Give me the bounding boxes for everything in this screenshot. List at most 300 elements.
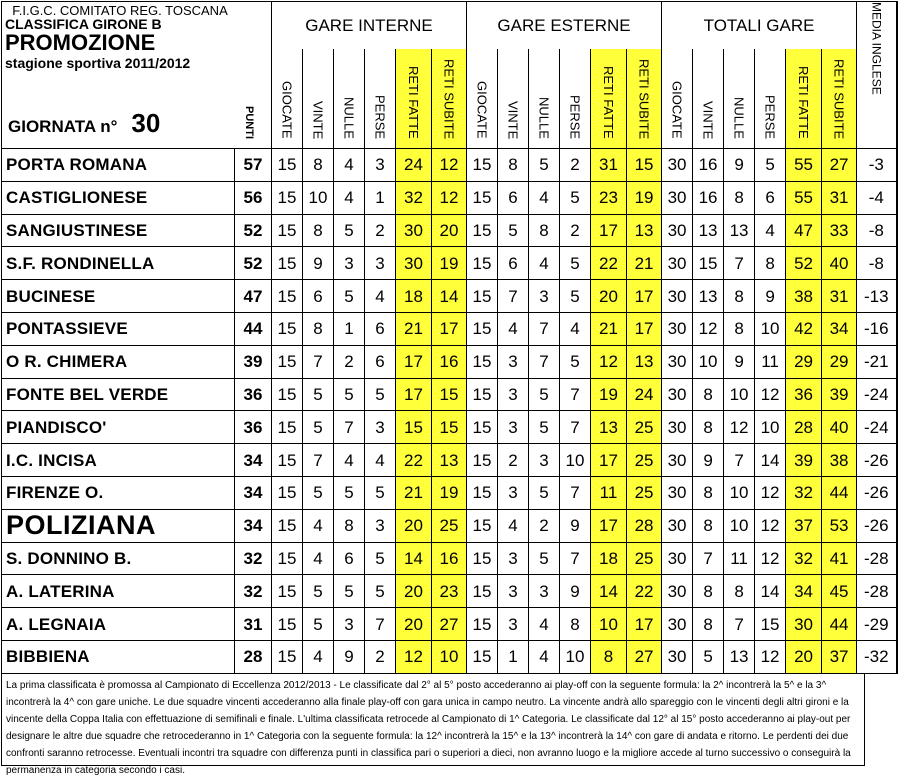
total-stat: 10 — [724, 378, 755, 411]
total-stat: 12 — [724, 411, 755, 444]
away-stat: 18 — [591, 542, 627, 575]
away-stat: 5 — [529, 378, 560, 411]
standings-body — [2, 2, 897, 674]
home-stat: 15 — [272, 575, 303, 608]
away-stat: 25 — [627, 542, 662, 575]
total-stat: 38 — [822, 444, 857, 477]
total-stat: 8 — [755, 247, 786, 280]
rules-note: La prima classificata è promossa al Campionato di Eccellenza 2012/2013 - Le classificate dal 2° al 5° posto accederanno ai play-off con la seguente formula: la 2^ incontrerà la 5^ e la 3^ incontrerà la 4^ con gare uniche. Le due squadre vincenti accederanno alla finale play-off con gara unica in campo neutro. La vincente andrà allo spareggio con le vincenti degli altri gironi e la vincente della Coppa Italia con effettuazione di semifinali e finale. L'ultima classificata retrocede al Campionato di 1^ Categoria. Le classificate dal 12° al 15° posto accederanno ai play-out per designare le altre due squadre che retrocederanno in 1^ Categoria con la seguente formula: la 12^ incontrerà la 15^ e la 13^ incontrerà la 14^ con gare di andata e ritorno. Le perdenti dei due confronti saranno retrocesse. Eventuali incontri tra squadre con differenza punti in classifica pari o superiori a dieci, non avranno luogo e la migliore accede al turno successivo o conseguirà la permanenza in categoria secondo i casi. — [1, 674, 865, 766]
away-stat: 10 — [591, 608, 627, 641]
column-label: PERSE — [372, 94, 388, 139]
team-name: O R. CHIMERA — [2, 345, 235, 378]
away-stat: 15 — [627, 149, 662, 182]
away-col-header — [498, 49, 529, 149]
away-stat: 4 — [560, 312, 591, 345]
away-stat: 6 — [498, 247, 529, 280]
total-stat: 10 — [693, 345, 724, 378]
away-stat: 15 — [467, 640, 498, 673]
total-stat: 12 — [693, 312, 724, 345]
home-stat: 15 — [272, 411, 303, 444]
home-stat: 15 — [432, 378, 467, 411]
total-stat: 32 — [786, 542, 822, 575]
column-label: VINTE — [505, 100, 521, 139]
home-col-header — [272, 49, 303, 149]
team-row — [2, 280, 897, 313]
total-stat: 9 — [693, 444, 724, 477]
total-stat: 8 — [724, 181, 755, 214]
away-stat: 9 — [560, 575, 591, 608]
total-stat: 30 — [662, 608, 693, 641]
away-stat: 6 — [498, 181, 529, 214]
team-name: PORTA ROMANA — [2, 149, 235, 182]
away-stat: 5 — [560, 280, 591, 313]
home-stat: 8 — [303, 312, 334, 345]
total-stat: 30 — [662, 509, 693, 542]
column-label: RETI FATTE — [796, 66, 812, 139]
total-stat: 30 — [662, 640, 693, 673]
total-stat: 34 — [786, 575, 822, 608]
home-stat: 5 — [334, 476, 365, 509]
away-stat: 4 — [498, 509, 529, 542]
home-stat: 20 — [396, 608, 432, 641]
total-stat: 12 — [755, 542, 786, 575]
total-stat: 8 — [724, 575, 755, 608]
away-stat: 5 — [529, 542, 560, 575]
home-stat: 13 — [432, 444, 467, 477]
column-label: RETI SUBITE — [831, 58, 847, 139]
total-stat: 32 — [786, 476, 822, 509]
home-stat: 5 — [303, 378, 334, 411]
away-stat: 17 — [591, 444, 627, 477]
points-header: PUNTI — [243, 106, 255, 139]
home-stat: 21 — [396, 312, 432, 345]
league-title: PROMOZIONE — [5, 30, 156, 55]
total-stat: 15 — [693, 247, 724, 280]
home-stat: 4 — [303, 640, 334, 673]
away-stat: 15 — [467, 280, 498, 313]
total-stat: 40 — [822, 247, 857, 280]
away-stat: 4 — [498, 312, 529, 345]
home-stat: 15 — [272, 280, 303, 313]
home-stat: 21 — [396, 476, 432, 509]
home-stat: 15 — [272, 542, 303, 575]
home-stat: 5 — [334, 378, 365, 411]
away-stat: 3 — [529, 575, 560, 608]
away-games-header: GARE ESTERNE — [467, 2, 662, 49]
away-stat: 17 — [591, 509, 627, 542]
column-label: PERSE — [762, 94, 778, 139]
away-stat: 7 — [529, 345, 560, 378]
total-stat: 30 — [662, 542, 693, 575]
total-stat: 7 — [693, 542, 724, 575]
team-points: 39 — [235, 345, 272, 378]
home-stat: 14 — [432, 280, 467, 313]
total-games-header: TOTALI GARE — [662, 2, 857, 49]
away-col-header — [560, 49, 591, 149]
home-stat: 20 — [396, 509, 432, 542]
total-stat: 5 — [693, 640, 724, 673]
total-stat: 12 — [755, 640, 786, 673]
total-stat: 12 — [755, 378, 786, 411]
total-stat: 13 — [693, 280, 724, 313]
away-stat: 10 — [560, 444, 591, 477]
home-stat: 6 — [334, 542, 365, 575]
total-stat: 12 — [755, 476, 786, 509]
team-name: FONTE BEL VERDE — [2, 378, 235, 411]
away-stat: 15 — [467, 476, 498, 509]
home-stat: 5 — [303, 575, 334, 608]
home-stat: 5 — [365, 542, 396, 575]
team-name: SANGIUSTINESE — [2, 214, 235, 247]
home-stat: 1 — [334, 312, 365, 345]
away-stat: 2 — [560, 214, 591, 247]
away-stat: 3 — [529, 444, 560, 477]
home-stat: 12 — [396, 640, 432, 673]
away-stat: 15 — [467, 181, 498, 214]
total-col-header — [693, 49, 724, 149]
team-row — [2, 411, 897, 444]
team-name: A. LATERINA — [2, 575, 235, 608]
column-label: GIOCATE — [669, 81, 685, 139]
away-stat: 25 — [627, 476, 662, 509]
home-col-header — [365, 49, 396, 149]
total-stat: 53 — [822, 509, 857, 542]
away-stat: 4 — [529, 640, 560, 673]
total-stat: 31 — [822, 280, 857, 313]
media-inglese: -21 — [857, 345, 897, 378]
home-stat: 4 — [365, 444, 396, 477]
away-stat: 7 — [529, 312, 560, 345]
home-col-header — [396, 49, 432, 149]
away-stat: 7 — [560, 542, 591, 575]
home-stat: 4 — [303, 542, 334, 575]
total-stat: 30 — [662, 476, 693, 509]
total-stat: 8 — [724, 312, 755, 345]
team-row — [2, 444, 897, 477]
total-stat: 7 — [724, 444, 755, 477]
total-stat: 30 — [662, 149, 693, 182]
home-stat: 17 — [432, 312, 467, 345]
team-row — [2, 214, 897, 247]
home-stat: 6 — [365, 345, 396, 378]
away-stat: 2 — [498, 444, 529, 477]
team-row — [2, 640, 897, 673]
home-stat: 30 — [396, 247, 432, 280]
matchday-number: 30 — [131, 108, 161, 138]
away-stat: 23 — [591, 181, 627, 214]
total-stat: 11 — [755, 345, 786, 378]
away-stat: 17 — [591, 214, 627, 247]
home-stat: 15 — [432, 411, 467, 444]
home-stat: 3 — [365, 509, 396, 542]
total-stat: 30 — [662, 247, 693, 280]
home-stat: 15 — [272, 181, 303, 214]
total-stat: 47 — [786, 214, 822, 247]
total-stat: 30 — [662, 280, 693, 313]
media-inglese: -32 — [857, 640, 897, 673]
total-stat: 13 — [693, 214, 724, 247]
media-inglese: -3 — [857, 149, 897, 182]
total-stat: 16 — [693, 149, 724, 182]
home-stat: 17 — [396, 345, 432, 378]
away-stat: 8 — [591, 640, 627, 673]
total-stat: 34 — [822, 312, 857, 345]
home-stat: 15 — [396, 411, 432, 444]
home-stat: 18 — [396, 280, 432, 313]
total-stat: 9 — [724, 345, 755, 378]
home-stat: 19 — [432, 247, 467, 280]
team-row — [2, 575, 897, 608]
team-row — [2, 542, 897, 575]
home-stat: 15 — [272, 214, 303, 247]
home-stat: 15 — [272, 312, 303, 345]
total-stat: 16 — [693, 181, 724, 214]
total-stat: 8 — [693, 509, 724, 542]
away-stat: 7 — [560, 378, 591, 411]
home-stat: 32 — [396, 181, 432, 214]
total-stat: 30 — [662, 378, 693, 411]
away-stat: 21 — [591, 312, 627, 345]
total-stat: 39 — [786, 444, 822, 477]
team-row — [2, 312, 897, 345]
total-stat: 4 — [755, 214, 786, 247]
home-stat: 16 — [432, 345, 467, 378]
home-stat: 3 — [365, 411, 396, 444]
away-stat: 31 — [591, 149, 627, 182]
away-stat: 5 — [529, 476, 560, 509]
home-stat: 9 — [334, 640, 365, 673]
total-stat: 10 — [755, 312, 786, 345]
home-stat: 3 — [365, 149, 396, 182]
column-label: GIOCATE — [474, 81, 490, 139]
away-stat: 24 — [627, 378, 662, 411]
home-stat: 9 — [303, 247, 334, 280]
home-stat: 4 — [365, 280, 396, 313]
away-stat: 3 — [498, 608, 529, 641]
home-stat: 10 — [303, 181, 334, 214]
team-row — [2, 345, 897, 378]
total-col-header — [786, 49, 822, 149]
total-stat: 13 — [724, 214, 755, 247]
away-stat: 7 — [498, 280, 529, 313]
total-stat: 30 — [786, 608, 822, 641]
column-label: VINTE — [310, 100, 326, 139]
media-inglese: -13 — [857, 280, 897, 313]
home-stat: 5 — [303, 608, 334, 641]
media-inglese: -26 — [857, 476, 897, 509]
away-stat: 15 — [467, 378, 498, 411]
total-stat: 9 — [755, 280, 786, 313]
total-stat: 7 — [724, 608, 755, 641]
team-name: PIANDISCO' — [2, 411, 235, 444]
column-label: RETI FATTE — [406, 66, 421, 139]
home-stat: 15 — [272, 378, 303, 411]
media-header-cell — [857, 2, 897, 149]
away-stat: 15 — [467, 411, 498, 444]
home-stat: 27 — [432, 608, 467, 641]
home-stat: 4 — [334, 181, 365, 214]
total-stat: 31 — [822, 181, 857, 214]
total-stat: 12 — [755, 509, 786, 542]
away-stat: 11 — [591, 476, 627, 509]
team-name: I.C. INCISA — [2, 444, 235, 477]
total-stat: 42 — [786, 312, 822, 345]
total-stat: 39 — [822, 378, 857, 411]
total-stat: 30 — [662, 181, 693, 214]
away-stat: 15 — [467, 312, 498, 345]
home-stat: 15 — [272, 476, 303, 509]
away-stat: 5 — [529, 411, 560, 444]
away-stat: 15 — [467, 509, 498, 542]
team-name: POLIZIANA — [2, 509, 235, 542]
home-stat: 16 — [432, 542, 467, 575]
home-stat: 24 — [396, 149, 432, 182]
away-stat: 7 — [560, 411, 591, 444]
total-stat: 37 — [822, 640, 857, 673]
away-col-header — [529, 49, 560, 149]
away-stat: 13 — [627, 345, 662, 378]
total-stat: 28 — [786, 411, 822, 444]
team-name: PONTASSIEVE — [2, 312, 235, 345]
away-stat: 3 — [498, 378, 529, 411]
team-points: 47 — [235, 280, 272, 313]
total-stat: 30 — [662, 312, 693, 345]
away-stat: 3 — [529, 280, 560, 313]
home-stat: 15 — [272, 509, 303, 542]
away-stat: 25 — [627, 411, 662, 444]
away-stat: 15 — [467, 149, 498, 182]
home-stat: 15 — [272, 640, 303, 673]
team-row — [2, 181, 897, 214]
media-inglese: -28 — [857, 575, 897, 608]
home-stat: 30 — [396, 214, 432, 247]
away-stat: 15 — [467, 542, 498, 575]
team-points: 28 — [235, 640, 272, 673]
team-name: A. LEGNAIA — [2, 608, 235, 641]
column-label: VINTE — [700, 100, 716, 139]
home-stat: 2 — [334, 345, 365, 378]
total-stat: 45 — [822, 575, 857, 608]
away-stat: 28 — [627, 509, 662, 542]
total-col-header — [662, 49, 693, 149]
away-stat: 5 — [560, 181, 591, 214]
column-label: RETI FATTE — [601, 66, 616, 139]
away-col-header — [627, 49, 662, 149]
home-col-header — [432, 49, 467, 149]
total-stat: 10 — [724, 509, 755, 542]
total-stat: 30 — [662, 411, 693, 444]
media-inglese: -24 — [857, 378, 897, 411]
away-stat: 25 — [627, 444, 662, 477]
group-title: CLASSIFICA GIRONE B — [5, 16, 162, 32]
column-label: NULLE — [536, 97, 552, 139]
team-points: 34 — [235, 476, 272, 509]
federation-name: F.I.G.C. COMITATO REG. TOSCANA — [12, 3, 228, 18]
home-stat: 15 — [272, 247, 303, 280]
home-stat: 4 — [334, 149, 365, 182]
home-stat: 7 — [334, 411, 365, 444]
away-stat: 5 — [560, 247, 591, 280]
team-points: 52 — [235, 214, 272, 247]
team-name: FIRENZE O. — [2, 476, 235, 509]
team-points: 34 — [235, 509, 272, 542]
media-inglese: -28 — [857, 542, 897, 575]
column-label: PERSE — [567, 94, 583, 139]
media-inglese: -26 — [857, 444, 897, 477]
home-stat: 5 — [334, 280, 365, 313]
away-stat: 15 — [467, 608, 498, 641]
home-stat: 23 — [432, 575, 467, 608]
home-stat: 22 — [396, 444, 432, 477]
away-stat: 21 — [627, 247, 662, 280]
team-name: CASTIGLIONESE — [2, 181, 235, 214]
total-stat: 33 — [822, 214, 857, 247]
team-name: S.F. RONDINELLA — [2, 247, 235, 280]
matchday-label: GIORNATA n° — [8, 117, 118, 136]
column-label: NULLE — [731, 97, 747, 139]
total-stat: 52 — [786, 247, 822, 280]
column-label: NULLE — [341, 97, 357, 139]
home-stat: 8 — [334, 509, 365, 542]
away-stat: 3 — [498, 411, 529, 444]
home-stat: 8 — [303, 149, 334, 182]
total-stat: 37 — [786, 509, 822, 542]
total-stat: 27 — [822, 149, 857, 182]
home-col-header — [303, 49, 334, 149]
total-stat: 38 — [786, 280, 822, 313]
home-stat: 12 — [432, 149, 467, 182]
total-stat: 8 — [693, 476, 724, 509]
total-stat: 30 — [662, 575, 693, 608]
home-stat: 8 — [303, 214, 334, 247]
home-stat: 1 — [365, 181, 396, 214]
home-stat: 3 — [334, 247, 365, 280]
away-stat: 15 — [467, 247, 498, 280]
home-stat: 7 — [303, 444, 334, 477]
home-col-header — [334, 49, 365, 149]
team-points: 32 — [235, 575, 272, 608]
total-stat: 13 — [724, 640, 755, 673]
home-stat: 6 — [303, 280, 334, 313]
away-stat: 7 — [560, 476, 591, 509]
home-stat: 25 — [432, 509, 467, 542]
media-inglese: -16 — [857, 312, 897, 345]
away-stat: 2 — [529, 509, 560, 542]
total-stat: 29 — [786, 345, 822, 378]
home-stat: 3 — [365, 247, 396, 280]
total-stat: 9 — [724, 149, 755, 182]
home-stat: 19 — [432, 476, 467, 509]
team-points: 57 — [235, 149, 272, 182]
total-stat: 6 — [755, 181, 786, 214]
home-stat: 5 — [365, 575, 396, 608]
home-stat: 7 — [365, 608, 396, 641]
away-stat: 2 — [560, 149, 591, 182]
away-stat: 3 — [498, 345, 529, 378]
team-points: 36 — [235, 411, 272, 444]
home-stat: 20 — [432, 214, 467, 247]
away-col-header — [467, 49, 498, 149]
total-stat: 7 — [724, 247, 755, 280]
media-inglese: -8 — [857, 247, 897, 280]
away-stat: 9 — [560, 509, 591, 542]
team-points: 52 — [235, 247, 272, 280]
media-inglese: -8 — [857, 214, 897, 247]
total-stat: 55 — [786, 149, 822, 182]
total-stat: 5 — [755, 149, 786, 182]
team-points: 31 — [235, 608, 272, 641]
total-stat: 44 — [822, 608, 857, 641]
